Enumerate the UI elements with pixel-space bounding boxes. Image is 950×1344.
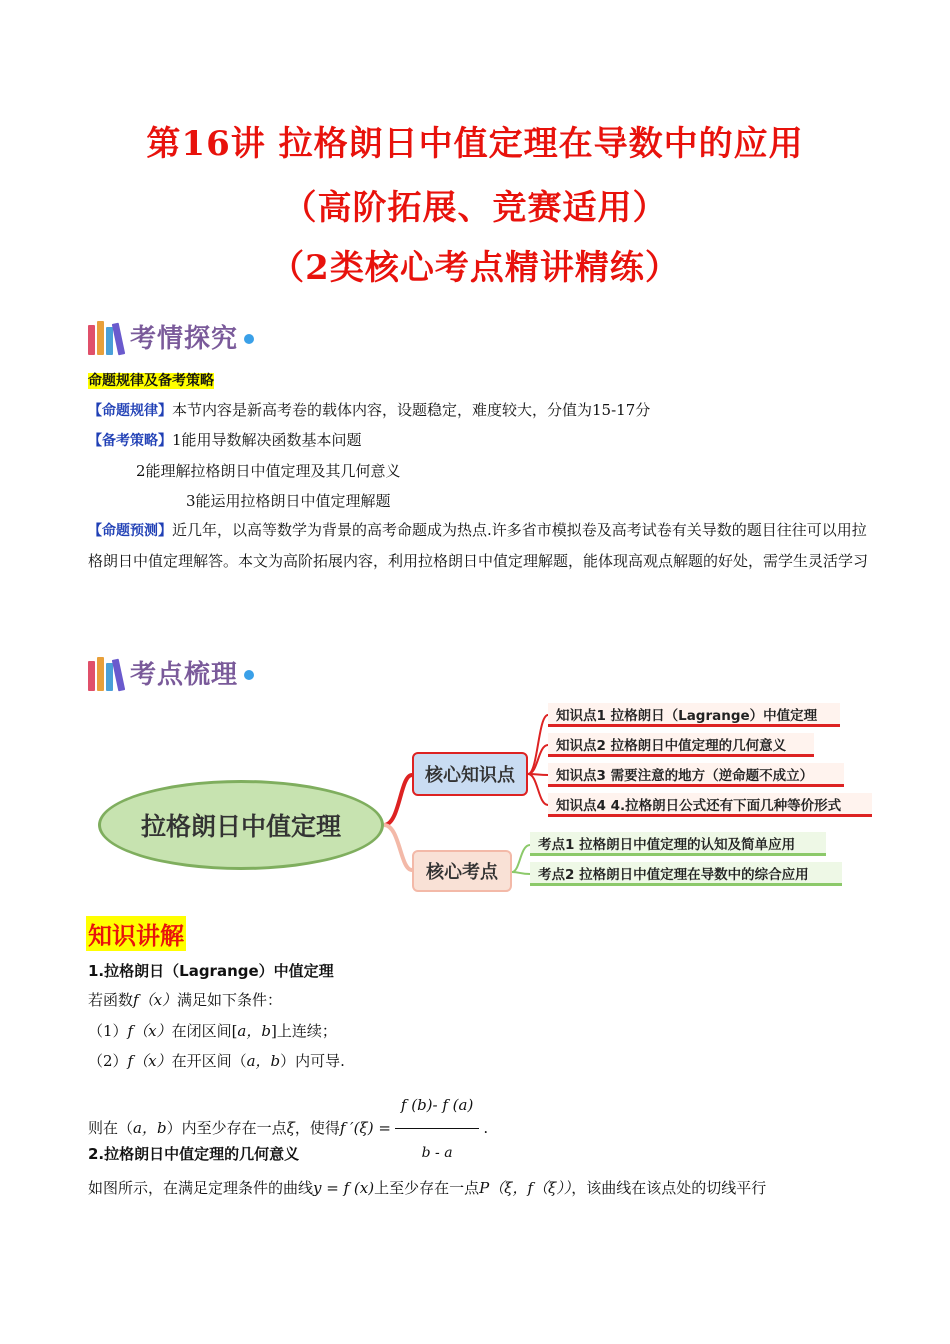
theorem-conclusion: 则在（a，b）内至少存在一点ξ，使得f ′(ξ) = $\frac{f (b)- f (a)}{b - a}$ . (88, 1083, 488, 1175)
forecast-paragraph: 【命题预测】近几年，以高等数学为背景的高考命题成为热点.许多省市模拟卷及高考试卷有关导数的题目往往可以用拉格朗日中值定理解答。本文为高阶拓展内容，利用拉格朗日中值定理解题，能体现高观点解题的好处，需学生灵活学习 (88, 521, 869, 570)
geometric-meaning-text: 如图所示，在满足定理条件的曲线y = f (x)上至少存在一点P（ξ，f（ξ）），该曲线在该点处的切线平行 (88, 1179, 767, 1197)
mindmap-branch-core-exam-points: 核心考点 (412, 850, 512, 892)
mean-value-fraction: $\frac{f (b)- f (a)}{b - a}$ (395, 1083, 479, 1175)
mindmap-leaf-knowledge-1: 知识点1 拉格朗日（Lagrange）中值定理 (548, 703, 840, 727)
law-line: 【命题规律】本节内容是新高考卷的载体内容，设题稳定，难度较大，分值为15-17分 (88, 401, 651, 419)
mindmap-leaf-knowledge-4: 知识点4 4.拉格朗日公式还有下面几种等价形式 (548, 793, 872, 817)
mindmap-leaf-exam-1: 考点1 拉格朗日中值定理的认知及简单应用 (530, 832, 826, 856)
strategy-heading: 命题规律及备考策略 (88, 373, 214, 389)
page-subtitle-2: （2类核心考点精讲精练） (270, 248, 680, 288)
prep-line: 【备考策略】1能用导数解决函数基本问题 (88, 431, 362, 449)
subheading-geometric-meaning: 2.拉格朗日中值定理的几何意义 (88, 1145, 300, 1163)
prep-item-2: 2能理解拉格朗日中值定理及其几何意义 (136, 462, 401, 480)
mindmap-leaf-knowledge-2: 知识点2 拉格朗日中值定理的几何意义 (548, 733, 814, 757)
prep-item-3: 3能运用拉格朗日中值定理解题 (186, 492, 391, 510)
subheading-lagrange-theorem: 1.拉格朗日（Lagrange）中值定理 (88, 962, 334, 980)
mindmap-branch-core-knowledge: 核心知识点 (412, 752, 528, 796)
mindmap-leaf-knowledge-3: 知识点3 需要注意的地方（逆命题不成立） (548, 763, 844, 787)
theorem-condition-1: （1）f（x）在闭区间[a，b]上连续； (88, 1022, 337, 1040)
mindmap-center-node: 拉格朗日中值定理 (98, 780, 384, 870)
section-banner-label: 考点梳理 (130, 659, 239, 690)
theorem-intro: 若函数f（x）满足如下条件： (88, 991, 283, 1009)
page-subtitle-1: （高阶拓展、竞赛适用） (282, 188, 668, 228)
theorem-condition-2: （2）f（x）在开区间（a，b）内可导. (88, 1052, 345, 1070)
section-banner-label: 考情探究 (130, 323, 239, 354)
knowledge-section-heading: 知识讲解 (86, 916, 186, 951)
mindmap-leaf-exam-2: 考点2 拉格朗日中值定理在导数中的综合应用 (530, 862, 842, 886)
page-title: 第16讲 拉格朗日中值定理在导数中的应用 (146, 124, 804, 164)
